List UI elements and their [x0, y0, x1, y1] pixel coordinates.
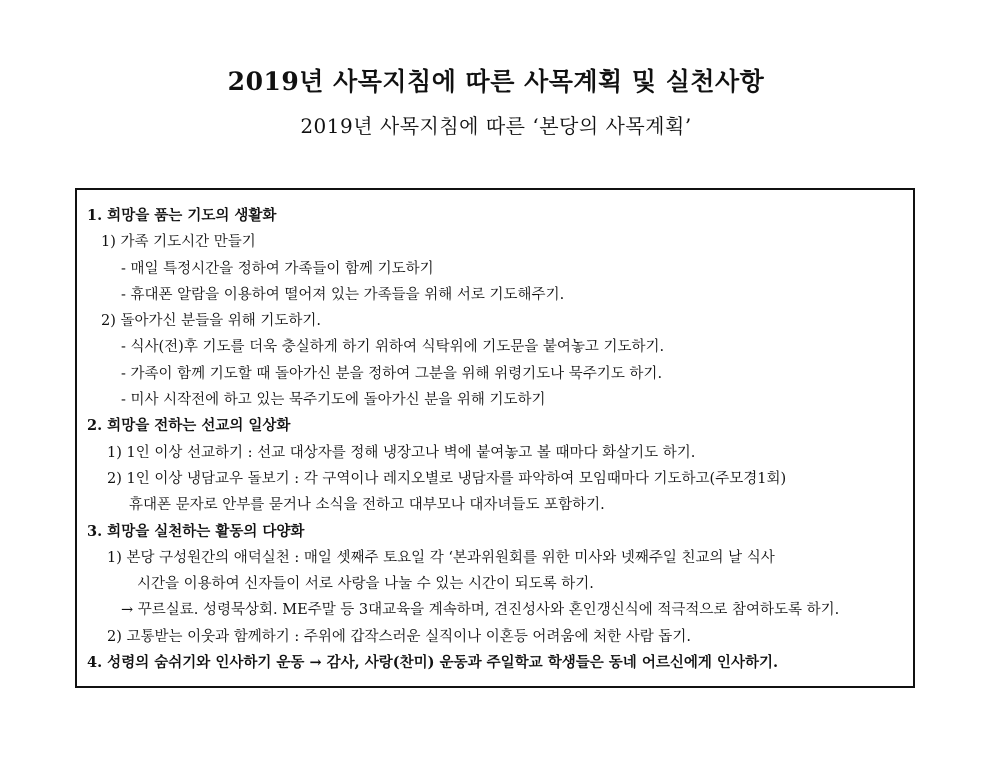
list-item: - 식사(전)후 기도를 더욱 충실하게 하기 위하여 식탁위에 기도문을 붙여놓고 기도하기.	[121, 339, 665, 356]
subsection-2-2: 2) 1인 이상 냉담교우 돌보기 : 각 구역이나 레지오별로 냉담자를 파악하여 모임때마다 기도하고(주모경1회)	[107, 470, 787, 487]
subsection-3-2: 2) 고통받는 이웃과 함께하기 : 주위에 갑작스러운 실직이나 이혼등 어려움에 처한 사람 돕기.	[107, 628, 691, 645]
arrow-note: → 꾸르실료. 성령묵상회. ME주말 등 3대교육을 계속하며, 견진성사와 혼인갱신식에 적극적으로 참여하도록 하기.	[121, 602, 840, 619]
section-heading-2: 2. 희망을 전하는 선교의 일상화	[87, 417, 291, 435]
section-heading-1: 1. 희망을 품는 기도의 생활화	[87, 207, 277, 224]
continuation-line: 휴대폰 문자로 안부를 묻거나 소식을 전하고 대부모나 대자녀들도 포함하기.	[129, 497, 605, 514]
continuation-line: 시간을 이용하여 신자들이 서로 사랑을 나눌 수 있는 시간이 되도록 하기.	[137, 576, 594, 593]
section-heading-4: 4. 성령의 숨쉬기와 인사하기 운동 → 감사, 사랑(찬미) 운동과 주일학교 학생들은 동네 어르신에게 인사하기.	[87, 654, 779, 672]
page-title: 2019년 사목지침에 따른 사목계획 및 실천사항	[227, 67, 765, 96]
list-item: - 휴대폰 알람을 이용하여 떨어져 있는 가족들을 위해 서로 기도해주기.	[121, 286, 565, 303]
plan-box	[75, 188, 915, 688]
page-subtitle: 2019년 사목지침에 따른 ‘본당의 사목계획’	[300, 114, 692, 138]
list-item: - 가족이 함께 기도할 때 돌아가신 분을 정하여 그분을 위해 위령기도나 묵주기도 하기.	[121, 365, 663, 382]
subsection-3-1: 1) 본당 구성원간의 애덕실천 : 매일 셋째주 토요일 각 ‘본과위원회를 위한 미사와 넷째주일 친교의 날 식사	[107, 549, 775, 566]
subsection-2-1: 1) 1인 이상 선교하기 : 선교 대상자를 정해 냉장고나 벽에 붙여놓고 볼 때마다 화살기도 하기.	[107, 444, 696, 461]
list-item: - 매일 특정시간을 정하여 가족들이 함께 기도하기	[121, 260, 434, 277]
subsection-1-1: 1) 가족 기도시간 만들기	[101, 234, 256, 251]
subsection-1-2: 2) 돌아가신 분들을 위해 기도하기.	[101, 313, 322, 330]
list-item: - 미사 시작전에 하고 있는 묵주기도에 돌아가신 분을 위해 기도하기	[121, 392, 546, 409]
section-heading-3: 3. 희망을 실천하는 활동의 다양화	[87, 522, 305, 540]
